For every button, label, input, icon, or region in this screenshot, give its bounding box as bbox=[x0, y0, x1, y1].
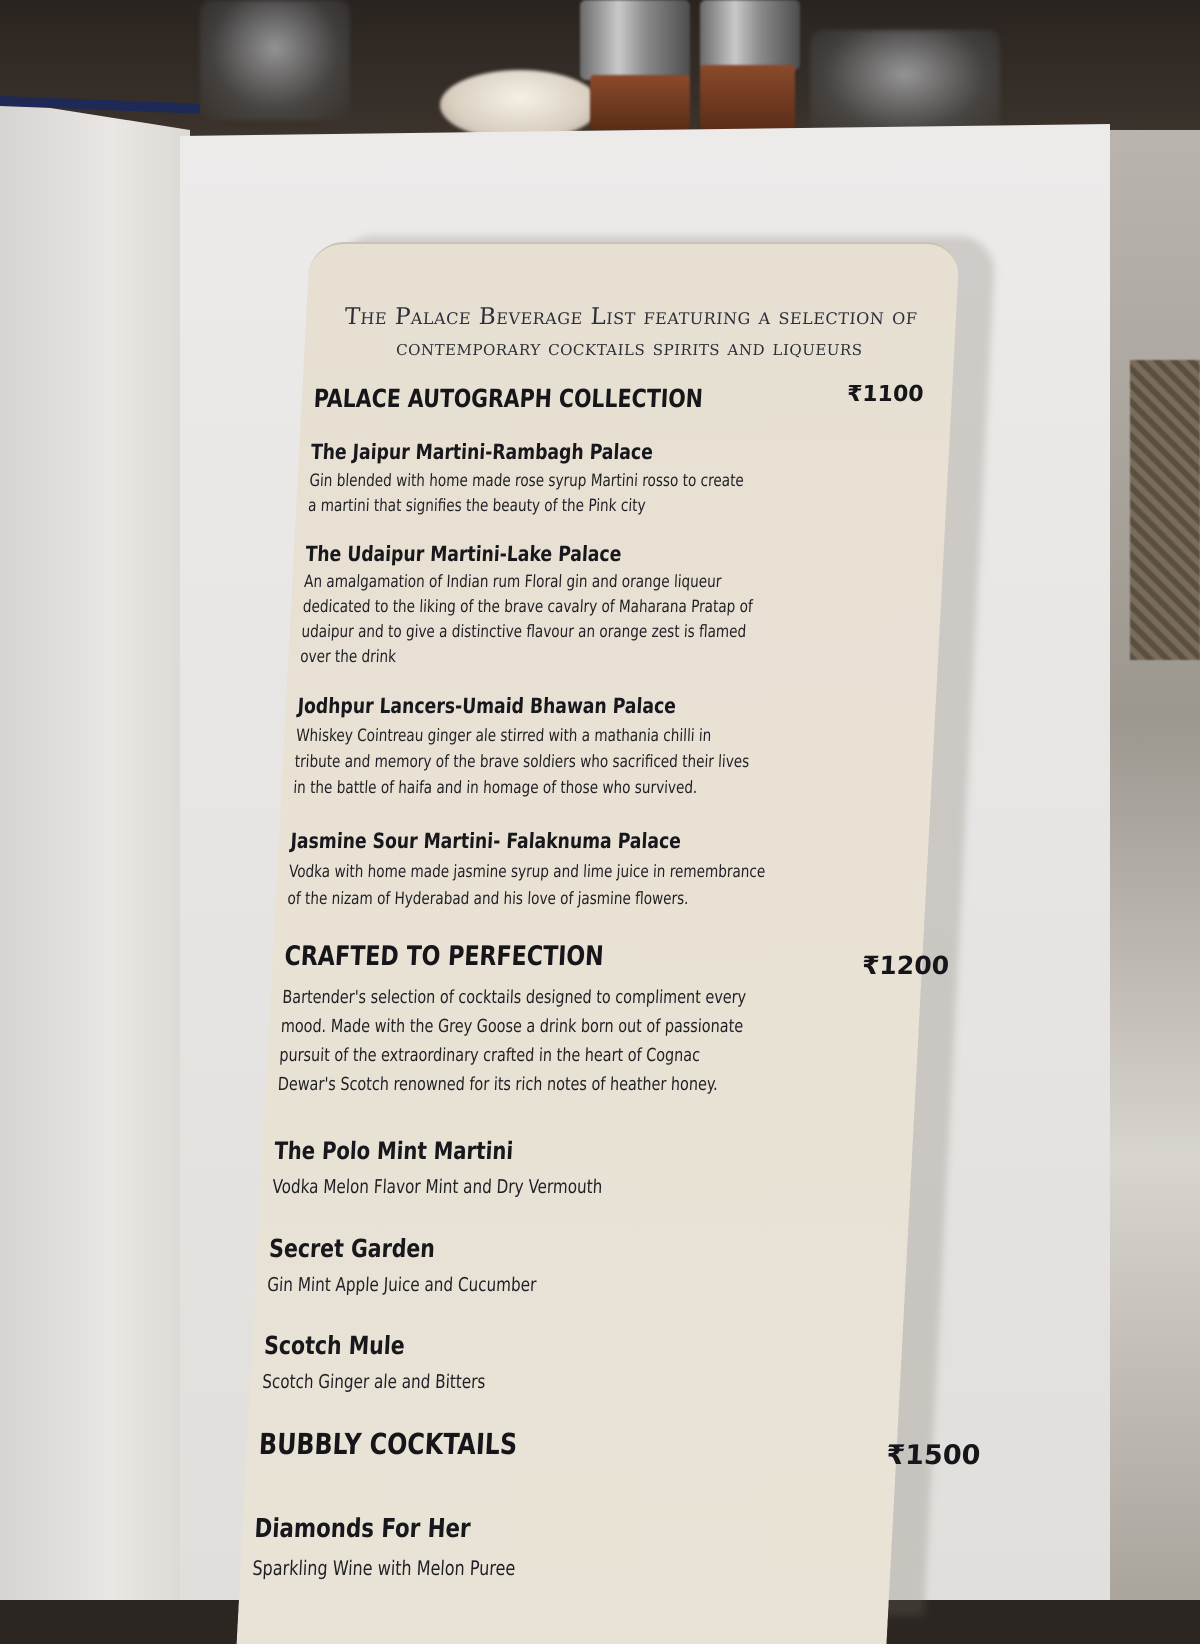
item-name-jodhpur-lancers: Jodhpur Lancers-Umaid Bhawan Palace bbox=[297, 694, 677, 718]
item-name-secret-garden: Secret Garden bbox=[268, 1234, 436, 1263]
candle-holder bbox=[440, 70, 600, 140]
section-title-bubbly: BUBBLY COCKTAILS bbox=[258, 1427, 518, 1461]
shaker-base-left bbox=[590, 75, 690, 130]
water-glass-right bbox=[810, 30, 1000, 140]
price-crafted: ₹1200 bbox=[861, 951, 950, 980]
water-glass-left bbox=[200, 0, 350, 120]
menu-folder-left-panel bbox=[0, 100, 190, 1600]
menu-header-line-1: The Palace Beverage List featuring a selection of bbox=[344, 304, 919, 330]
pepper-shaker bbox=[580, 0, 690, 80]
item-desc-jodhpur-lancers: Whiskey Cointreau ginger ale stirred with a mathania chilli in tribute and memory of the brave soldiers who sacrificed their lives in the battle of haifa and in homage of those who survived. bbox=[292, 726, 750, 798]
shaker-base-right bbox=[700, 65, 795, 130]
price-bubbly: ₹1500 bbox=[885, 1440, 982, 1471]
item-desc-secret-garden: Gin Mint Apple Juice and Cucumber bbox=[266, 1274, 537, 1296]
salt-shaker bbox=[700, 0, 800, 70]
item-desc-polo-mint-martini: Vodka Melon Flavor Mint and Dry Vermouth bbox=[271, 1176, 603, 1198]
item-desc-diamonds-for-her: Sparkling Wine with Melon Puree bbox=[251, 1556, 516, 1580]
item-desc-jasmine-sour: Vodka with home made jasmine syrup and lime juice in remembrance of the nizam of Hyderabad and his love of jasmine flowers. bbox=[287, 862, 766, 909]
section-title-autograph: PALACE AUTOGRAPH COLLECTION bbox=[313, 384, 704, 413]
item-desc-jaipur-martini: Gin blended with home made rose syrup Martini rosso to create a martini that signifies the beauty of the Pink city bbox=[307, 471, 745, 516]
menu-header-line-2: contemporary cocktails spirits and liqueurs bbox=[395, 336, 864, 361]
section-intro-crafted: Bartender's selection of cocktails designed to compliment every mood. Made with the Grey Goose a drink born out of passionate pursuit of the extraordinary crafted in the heart of Cognac Dewar's Scotch renowned for its rich notes of heather honey. bbox=[277, 987, 747, 1095]
item-name-scotch-mule: Scotch Mule bbox=[263, 1331, 406, 1360]
napkin bbox=[1130, 360, 1200, 660]
item-desc-scotch-mule: Scotch Ginger ale and Bitters bbox=[261, 1371, 486, 1393]
item-name-polo-mint-martini: The Polo Mint Martini bbox=[273, 1137, 514, 1165]
item-name-jaipur-martini: The Jaipur Martini-Rambagh Palace bbox=[310, 440, 654, 464]
item-name-diamonds-for-her: Diamonds For Her bbox=[253, 1514, 472, 1544]
section-title-crafted: CRAFTED TO PERFECTION bbox=[283, 941, 605, 972]
item-desc-udaipur-martini: An amalgamation of Indian rum Floral gin and orange liqueur dedicated to the liking of the brave cavalry of Maharana Pratap of udaipur and to give a distinctive flavour an orange zest is flamed over the drink bbox=[299, 572, 754, 667]
price-autograph: ₹1100 bbox=[846, 382, 925, 407]
item-name-jasmine-sour: Jasmine Sour Martini- Falaknuma Palace bbox=[289, 829, 682, 853]
menu-card bbox=[237, 242, 982, 1644]
item-name-udaipur-martini: The Udaipur Martini-Lake Palace bbox=[305, 542, 623, 566]
